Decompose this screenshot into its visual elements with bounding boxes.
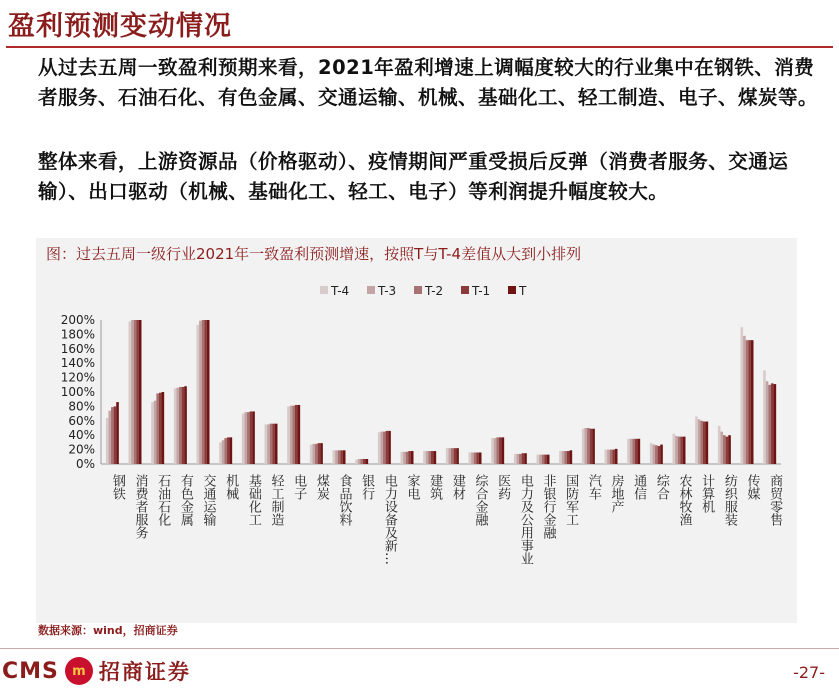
bar [174, 388, 177, 464]
bar [652, 445, 655, 464]
bar [728, 435, 731, 464]
bar [741, 327, 744, 464]
bar [748, 340, 751, 464]
bar [383, 432, 386, 464]
bar [456, 448, 459, 464]
earnings-growth-chart [36, 270, 797, 620]
bar [378, 432, 381, 464]
x-tick-label: 汽车 [585, 474, 601, 500]
data-source: 数据来源：wind，招商证券 [38, 624, 178, 637]
bar [287, 406, 290, 464]
footer-divider [0, 648, 839, 649]
bar [698, 419, 701, 464]
logo-cn-text: 招商证券 [98, 660, 191, 684]
bar [227, 437, 230, 464]
legend-swatch [367, 286, 375, 294]
bar [151, 402, 154, 464]
bar [680, 437, 683, 464]
bar [360, 459, 363, 464]
x-tick-label: 钢铁 [109, 474, 125, 500]
bar [632, 439, 635, 464]
bar [295, 405, 298, 464]
legend-label: T-2 [425, 284, 444, 298]
bar [423, 451, 426, 464]
bar [106, 418, 109, 464]
x-tick-label: 家电 [404, 474, 420, 500]
x-tick-label: 食品饮料 [336, 474, 352, 526]
bar [703, 422, 706, 464]
bar [570, 450, 573, 464]
title-divider [6, 46, 833, 48]
bar [448, 448, 451, 464]
legend-label: T-4 [331, 284, 350, 298]
bar [199, 321, 202, 464]
bar [292, 406, 295, 464]
bar [275, 424, 278, 464]
bar [491, 438, 494, 464]
bar [335, 450, 338, 464]
bar [222, 440, 225, 464]
x-tick-label: 电子 [291, 474, 307, 500]
bar [519, 454, 522, 464]
x-tick-label: 电力设备及新… [381, 474, 397, 565]
bar [131, 320, 134, 464]
bar [179, 387, 182, 464]
summary-paragraph-1: 从过去五周一致盈利预期来看，2021年盈利增速上调幅度较大的行业集中在钢铁、消费者服务、石油石化、有色金属、交通运输、机械、基础化工、轻工制造、电子、煤炭等。 [38, 56, 819, 109]
bar [333, 450, 336, 464]
bar [607, 450, 610, 464]
bar [660, 445, 663, 464]
bar [516, 454, 519, 464]
bar [766, 381, 769, 464]
bar [763, 370, 766, 464]
bar [524, 453, 527, 464]
bar [358, 459, 361, 464]
bar [587, 428, 590, 464]
legend-swatch [414, 286, 422, 294]
bar [202, 320, 205, 464]
bar [355, 460, 358, 464]
bar [743, 336, 746, 464]
y-tick-label: 180% [60, 327, 95, 342]
bar [494, 438, 497, 464]
x-tick-label: 纺织服装 [721, 474, 737, 526]
bar [108, 411, 111, 464]
bar [159, 393, 162, 464]
bar [542, 455, 545, 464]
x-tick-label: 建材 [449, 474, 465, 500]
bar [230, 437, 233, 464]
bar [627, 439, 630, 464]
bar [592, 429, 595, 464]
bar [547, 455, 550, 464]
x-tick-label: 银行 [359, 474, 375, 500]
bar [471, 452, 474, 464]
page-number: -27- [793, 663, 825, 682]
legend-label: T-3 [378, 284, 397, 298]
bar [184, 386, 187, 464]
x-tick-label: 通信 [631, 474, 647, 500]
bar [315, 444, 318, 464]
x-tick-label: 机械 [223, 474, 239, 500]
bar [139, 320, 142, 464]
x-tick-label: 综合金融 [472, 474, 488, 526]
x-tick-label: 电力及公用事业 [517, 474, 533, 565]
bar [650, 443, 653, 464]
bar [290, 406, 293, 464]
bar [539, 455, 542, 464]
bar [247, 412, 250, 464]
bar [476, 452, 479, 464]
bar [567, 451, 570, 464]
bar [751, 340, 754, 464]
x-tick-label: 非银行金融 [540, 474, 556, 539]
bar [298, 405, 301, 464]
bar [343, 450, 346, 464]
bar [242, 414, 245, 464]
bar [479, 452, 482, 464]
bar [630, 439, 633, 464]
bar [590, 429, 593, 464]
bar [154, 401, 157, 464]
bar [366, 459, 369, 464]
x-tick-label: 消费者服务 [132, 474, 148, 539]
bar [265, 424, 268, 464]
y-tick-label: 100% [60, 385, 95, 399]
y-tick-label: 60% [68, 413, 95, 428]
bar [584, 428, 587, 464]
bar [380, 432, 383, 464]
x-tick-label: 国防军工 [563, 474, 579, 526]
y-tick-label: 120% [60, 370, 95, 385]
bar [700, 421, 703, 464]
bar [655, 445, 658, 464]
bar [320, 443, 323, 464]
x-tick-label: 石油石化 [155, 474, 171, 526]
y-tick-label: 160% [60, 341, 95, 356]
logo-mark-icon: m [65, 657, 93, 685]
bar [469, 452, 472, 464]
bar [446, 448, 449, 464]
x-tick-label: 基础化工 [245, 474, 261, 526]
bar [610, 450, 613, 464]
bar [615, 449, 618, 464]
bar [204, 320, 207, 464]
bar [638, 439, 641, 464]
bar [411, 451, 414, 464]
bar [386, 431, 389, 464]
bar [176, 388, 179, 464]
bar [134, 320, 137, 464]
legend-label: T [519, 284, 527, 298]
legend-swatch [461, 286, 469, 294]
bar [162, 392, 165, 464]
bar [116, 402, 119, 464]
bar [658, 446, 661, 464]
bar [771, 383, 774, 464]
y-tick-label: 20% [68, 442, 95, 457]
bar [562, 451, 565, 464]
page-title: 盈利预测变动情况 [8, 11, 232, 42]
chart-title: 图：过去五周一级行业2021年一致盈利预测增速，按照T与T-4差值从大到小排列 [46, 245, 582, 263]
bar [746, 340, 749, 464]
bar [451, 448, 454, 464]
bar [496, 437, 499, 464]
bar [250, 411, 253, 464]
bar [678, 437, 681, 464]
bar [267, 424, 270, 464]
bar [559, 451, 562, 464]
bar [774, 384, 777, 464]
bar [388, 431, 391, 464]
bar [605, 450, 608, 464]
bar [156, 393, 159, 464]
bar [408, 451, 411, 464]
bar [363, 459, 366, 464]
bar [768, 385, 771, 464]
y-tick-label: 80% [68, 399, 95, 414]
bar [502, 437, 505, 464]
legend-swatch [320, 286, 328, 294]
bar [136, 320, 139, 464]
bar [403, 452, 406, 464]
bar [683, 437, 686, 464]
bar [244, 412, 247, 464]
logo-text: CMS [2, 658, 59, 684]
bar [129, 321, 132, 464]
y-tick-label: 0% [75, 457, 95, 471]
bar [522, 453, 525, 464]
bar [720, 432, 723, 464]
bar [406, 452, 409, 464]
x-tick-label: 商贸零售 [767, 474, 783, 526]
bar [718, 426, 721, 464]
bar [499, 437, 502, 464]
summary-paragraph-2: 整体来看，上游资源品（价格驱动）、疫情期间严重受损后反弹（消费者服务、交通运输）、出口驱动（机械、基础化工、轻工、电子）等利润提升幅度较大。 [38, 150, 789, 203]
legend-swatch [508, 286, 516, 294]
bar [544, 455, 547, 464]
bar [726, 437, 729, 464]
bar [612, 450, 615, 464]
bar [310, 445, 313, 464]
x-tick-label: 房地产 [608, 474, 624, 513]
x-tick-label: 有色金属 [177, 474, 193, 526]
x-tick-label: 建筑 [427, 474, 443, 500]
x-tick-label: 传媒 [744, 474, 760, 500]
bar [312, 444, 315, 464]
x-tick-label: 交通运输 [200, 474, 216, 526]
bar [434, 451, 437, 464]
bar [537, 455, 540, 464]
bar [673, 434, 676, 464]
x-tick-label: 综合 [653, 474, 669, 500]
bar [454, 448, 457, 464]
x-tick-label: 轻工制造 [268, 474, 284, 526]
bar [564, 451, 567, 464]
bar [114, 406, 117, 464]
bar [431, 451, 434, 464]
bar [695, 416, 698, 464]
x-tick-label: 医药 [495, 474, 511, 500]
bar [426, 451, 429, 464]
bar [723, 435, 726, 464]
bar [197, 325, 200, 464]
bar [428, 451, 431, 464]
y-tick-label: 40% [68, 428, 95, 443]
bar [582, 429, 585, 464]
legend-label: T-1 [472, 284, 491, 298]
bar [224, 438, 227, 464]
y-tick-label: 140% [60, 356, 95, 371]
bar [272, 424, 275, 464]
bar [182, 387, 185, 464]
bar [270, 424, 273, 464]
bar [340, 450, 343, 464]
bar [706, 422, 709, 464]
x-tick-label: 计算机 [699, 474, 715, 513]
bar [338, 450, 341, 464]
bar [514, 454, 517, 464]
company-logo [2, 655, 191, 687]
bar [318, 443, 321, 464]
x-tick-label: 煤炭 [313, 474, 329, 500]
bar [401, 452, 404, 464]
y-tick-label: 200% [60, 313, 95, 327]
bar [111, 407, 114, 464]
x-tick-label: 农林牧渔 [676, 474, 692, 526]
bar [219, 442, 222, 464]
bar [207, 320, 210, 464]
bar [635, 439, 638, 464]
bar [675, 436, 678, 464]
bar [252, 411, 255, 464]
bar [474, 452, 477, 464]
